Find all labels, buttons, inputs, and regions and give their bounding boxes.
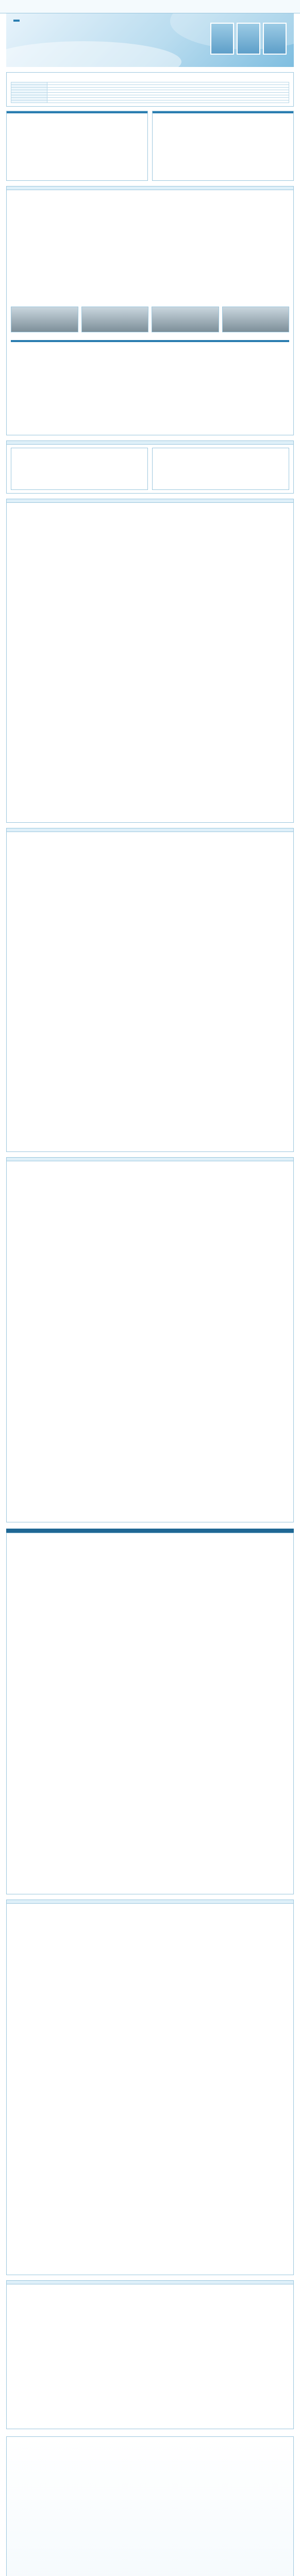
story-section bbox=[6, 1900, 294, 2275]
person-card bbox=[81, 307, 149, 334]
row-key bbox=[11, 100, 47, 103]
activity-section bbox=[6, 440, 294, 494]
person-card bbox=[152, 307, 219, 334]
banner-decoration bbox=[6, 41, 181, 67]
top-bar bbox=[0, 0, 300, 13]
faq-text bbox=[7, 832, 293, 1151]
section-heading bbox=[7, 499, 293, 503]
left-panel-body bbox=[7, 113, 147, 180]
highlight-text bbox=[7, 1533, 293, 1894]
activity-panels bbox=[11, 448, 289, 490]
section-heading bbox=[7, 2281, 293, 2284]
portrait-photo bbox=[222, 307, 290, 332]
people-row bbox=[7, 303, 293, 337]
intro-title bbox=[7, 73, 293, 77]
column-header bbox=[178, 340, 234, 342]
year-tag bbox=[13, 20, 20, 22]
right-panel-body bbox=[153, 113, 293, 180]
article-section bbox=[6, 499, 294, 823]
column-header bbox=[66, 340, 122, 342]
closing-letter bbox=[6, 2436, 294, 2576]
schedule-table bbox=[11, 340, 289, 342]
portrait-photo bbox=[152, 307, 219, 332]
person-card bbox=[11, 307, 78, 334]
table-row bbox=[11, 100, 289, 103]
notice-text bbox=[7, 2284, 293, 2429]
program-text bbox=[7, 190, 293, 303]
story-text bbox=[7, 1904, 293, 2275]
right-panel bbox=[152, 111, 294, 181]
portrait-photo bbox=[11, 307, 78, 332]
highlight-section bbox=[6, 1533, 294, 1894]
column-header bbox=[234, 340, 289, 342]
banner-photo bbox=[263, 23, 287, 55]
column-header bbox=[11, 340, 66, 342]
section-heading bbox=[7, 828, 293, 832]
section-heading bbox=[7, 1158, 293, 1161]
hero-banner bbox=[6, 13, 294, 67]
column-header bbox=[122, 340, 178, 342]
banner-photos bbox=[210, 23, 287, 55]
activity-panel bbox=[152, 448, 289, 490]
activity-panel bbox=[11, 448, 148, 490]
banner-photo bbox=[237, 23, 260, 55]
activity-panel-body bbox=[153, 448, 289, 489]
table-header-row bbox=[11, 340, 289, 342]
banner-photo bbox=[210, 23, 234, 55]
row-value bbox=[47, 100, 289, 103]
faq-section bbox=[6, 828, 294, 1152]
guide-section bbox=[6, 1157, 294, 1522]
article-text bbox=[7, 503, 293, 822]
program-section bbox=[6, 186, 294, 435]
section-heading bbox=[7, 441, 293, 445]
intro-table bbox=[11, 82, 289, 103]
left-panel bbox=[6, 111, 148, 181]
intro-section bbox=[6, 72, 294, 107]
closing-text bbox=[15, 2449, 285, 2576]
person-card bbox=[222, 307, 290, 334]
summary-panels bbox=[6, 111, 294, 181]
section-heading bbox=[7, 187, 293, 190]
highlight-title-bar bbox=[6, 1529, 294, 1533]
activity-panel-body bbox=[11, 448, 147, 489]
section-heading bbox=[7, 1900, 293, 1904]
program-schedule-area bbox=[7, 337, 293, 435]
notice-section bbox=[6, 2280, 294, 2429]
guide-text bbox=[7, 1161, 293, 1522]
portrait-photo bbox=[81, 307, 149, 332]
